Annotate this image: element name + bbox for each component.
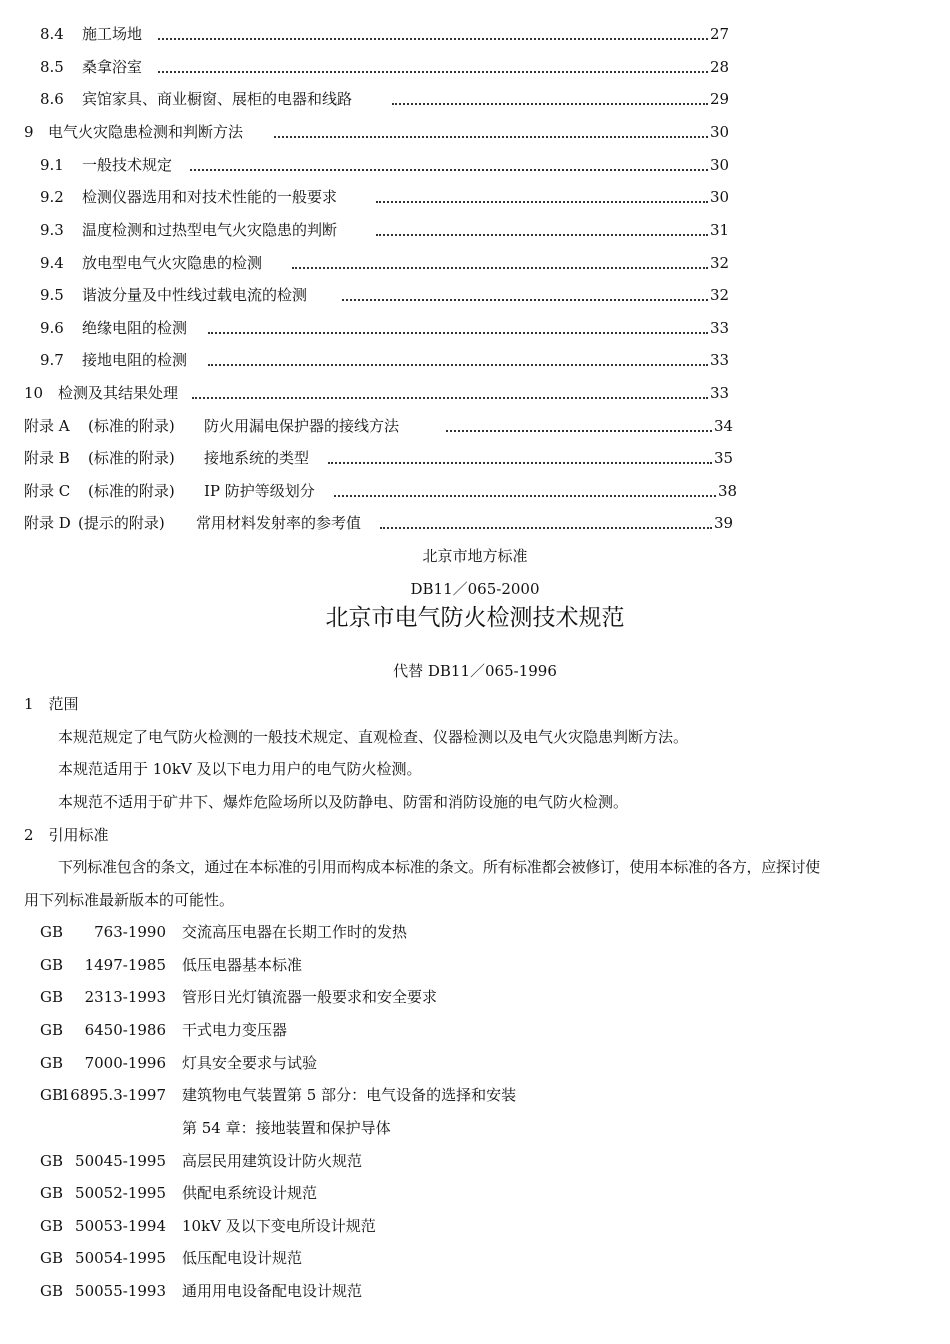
toc-qualifier: (标准的附录) [88, 449, 175, 467]
toc-leader [446, 430, 712, 432]
toc-entry[interactable] [0, 481, 950, 501]
toc-number: 附录 A [24, 417, 70, 435]
paragraph: 本规范适用于 10kV 及以下电力用户的电气防火检测。 [58, 760, 422, 778]
toc-entry[interactable] [0, 57, 950, 77]
toc-leader [208, 364, 708, 366]
toc-title: 施工场地 [82, 25, 143, 43]
ref-prefix: GB [40, 1086, 64, 1104]
toc-page: 30 [710, 188, 730, 206]
toc-page: 28 [710, 58, 730, 76]
toc-title: 谐波分量及中性线过载电流的检测 [82, 286, 308, 304]
toc-number: 9.4 [40, 254, 64, 272]
toc-page: 32 [710, 286, 730, 304]
toc-entry[interactable] [0, 513, 950, 533]
toc-number: 9.2 [40, 188, 64, 206]
ref-title: 低压配电设计规范 [182, 1249, 303, 1267]
ref-prefix: GB [40, 988, 64, 1006]
ref-title: 通用用电设备配电设计规范 [182, 1282, 363, 1300]
ref-prefix: GB [40, 956, 64, 974]
ref-title: 低压电器基本标准 [182, 956, 303, 974]
toc-title: 防火用漏电保护器的接线方法 [204, 417, 400, 435]
toc-leader [328, 462, 712, 464]
toc-number: 9.1 [40, 156, 64, 174]
toc-page: 29 [710, 90, 730, 108]
toc-title: 接地系统的类型 [204, 449, 310, 467]
toc-entry[interactable] [0, 187, 950, 207]
toc-entry[interactable] [0, 448, 950, 468]
section-heading: 1 范围 [24, 695, 79, 713]
toc-title: 常用材料发射率的参考值 [196, 514, 362, 532]
ref-title: 供配电系统设计规范 [182, 1184, 318, 1202]
toc-page: 33 [710, 351, 730, 369]
ref-number: 50052-1995 [75, 1184, 166, 1202]
toc-page: 33 [710, 319, 730, 337]
toc-leader [190, 169, 708, 171]
standard-code: DB11／065-2000 [410, 580, 540, 598]
toc-title: 桑拿浴室 [82, 58, 143, 76]
toc-number: 9.7 [40, 351, 64, 369]
toc-entry[interactable] [0, 318, 950, 338]
toc-title: 宾馆家具、商业橱窗、展柜的电器和线路 [82, 90, 353, 108]
toc-page: 30 [710, 156, 730, 174]
toc-page: 33 [710, 384, 730, 402]
ref-prefix: GB [40, 923, 64, 941]
paragraph-continuation: 用下列标准最新版本的可能性。 [24, 891, 235, 909]
toc-leader [380, 527, 712, 529]
toc-leader [158, 38, 708, 40]
toc-leader [274, 136, 708, 138]
toc-entry[interactable] [0, 285, 950, 305]
ref-title: 管形日光灯镇流器一般要求和安全要求 [182, 988, 438, 1006]
toc-qualifier: (提示的附录) [78, 514, 165, 532]
toc-number: 9 [24, 123, 34, 141]
toc-number: 8.5 [40, 58, 64, 76]
paragraph: 本规范规定了电气防火检测的一般技术规定、直观检查、仪器检测以及电气火灾隐患判断方法。 [58, 728, 689, 746]
toc-number: 附录 D [24, 514, 71, 532]
section-heading: 2 引用标准 [24, 826, 109, 844]
ref-prefix: GB [40, 1282, 64, 1300]
toc-entry[interactable] [0, 383, 950, 403]
toc-leader [208, 332, 708, 334]
ref-number: 763-1990 [94, 923, 166, 941]
ref-number: 1497-1985 [84, 956, 166, 974]
toc-entry[interactable] [0, 155, 950, 175]
toc-title: IP 防护等级划分 [204, 482, 315, 500]
toc-title: 检测仪器选用和对技术性能的一般要求 [82, 188, 338, 206]
toc-entry[interactable] [0, 220, 950, 240]
toc-title: 接地电阻的检测 [82, 351, 188, 369]
ref-prefix: GB [40, 1054, 64, 1072]
toc-page: 39 [714, 514, 734, 532]
ref-number: 50053-1994 [75, 1217, 166, 1235]
ref-number: 7000-1996 [84, 1054, 166, 1072]
toc-page: 38 [718, 482, 738, 500]
ref-prefix: GB [40, 1152, 64, 1170]
toc-number: 10 [24, 384, 44, 402]
ref-title: 高层民用建筑设计防火规范 [182, 1152, 363, 1170]
toc-leader [376, 234, 708, 236]
ref-prefix: GB [40, 1249, 64, 1267]
toc-page: 31 [710, 221, 730, 239]
ref-title: 灯具安全要求与试验 [182, 1054, 318, 1072]
toc-entry[interactable] [0, 350, 950, 370]
toc-leader [292, 267, 708, 269]
ref-number: 2313-1993 [84, 988, 166, 1006]
ref-number: 50045-1995 [75, 1152, 166, 1170]
toc-title: 电气火灾隐患检测和判断方法 [48, 123, 244, 141]
toc-page: 27 [710, 25, 730, 43]
ref-prefix: GB [40, 1184, 64, 1202]
toc-entry[interactable] [0, 24, 950, 44]
toc-page: 32 [710, 254, 730, 272]
toc-leader [392, 103, 708, 105]
toc-title: 温度检测和过热型电气火灾隐患的判断 [82, 221, 338, 239]
paragraph: 下列标准包含的条文，通过在本标准的引用而构成本标准的条文。所有标准都会被修订，使用本标准的各方，应探讨使 [58, 858, 820, 876]
toc-number: 8.4 [40, 25, 64, 43]
toc-leader [334, 495, 716, 497]
replaces-note: 代替 DB11／065-1996 [393, 662, 557, 680]
ref-prefix: GB [40, 1021, 64, 1039]
toc-title: 一般技术规定 [82, 156, 173, 174]
toc-leader [376, 201, 708, 203]
ref-prefix: GB [40, 1217, 64, 1235]
toc-entry[interactable] [0, 253, 950, 273]
toc-page: 34 [714, 417, 734, 435]
toc-number: 9.6 [40, 319, 64, 337]
ref-title: 10kV 及以下变电所设计规范 [182, 1217, 376, 1235]
toc-title: 放电型电气火灾隐患的检测 [82, 254, 263, 272]
ref-title: 交流高压电器在长期工作时的发热 [182, 923, 408, 941]
toc-qualifier: (标准的附录) [88, 417, 175, 435]
paragraph: 本规范不适用于矿井下、爆炸危险场所以及防静电、防雷和消防设施的电气防火检测。 [58, 793, 629, 811]
page-title: 北京市电气防火检测技术规范 [325, 605, 625, 631]
toc-title: 检测及其结果处理 [58, 384, 179, 402]
toc-number: 附录 C [24, 482, 71, 500]
ref-number: 6450-1986 [84, 1021, 166, 1039]
toc-leader [192, 397, 708, 399]
toc-number: 8.6 [40, 90, 64, 108]
toc-qualifier: (标准的附录) [88, 482, 175, 500]
ref-title: 干式电力变压器 [182, 1021, 288, 1039]
toc-leader [158, 71, 708, 73]
toc-entry[interactable] [0, 89, 950, 109]
ref-title: 建筑物电气装置第 5 部分：电气设备的选择和安装 [182, 1086, 517, 1104]
toc-page: 30 [710, 123, 730, 141]
toc-entry[interactable] [0, 416, 950, 436]
toc-number: 9.3 [40, 221, 64, 239]
ref-number: 50055-1993 [75, 1282, 166, 1300]
ref-title: 第 54 章：接地装置和保护导体 [182, 1119, 391, 1137]
toc-title: 绝缘电阻的检测 [82, 319, 188, 337]
toc-leader [342, 299, 708, 301]
toc-entry[interactable] [0, 122, 950, 142]
toc-number: 附录 B [24, 449, 70, 467]
toc-page: 35 [714, 449, 734, 467]
standard-category: 北京市地方标准 [422, 547, 528, 565]
ref-number: 50054-1995 [75, 1249, 166, 1267]
ref-number: 16895.3-1997 [60, 1086, 166, 1104]
toc-number: 9.5 [40, 286, 64, 304]
